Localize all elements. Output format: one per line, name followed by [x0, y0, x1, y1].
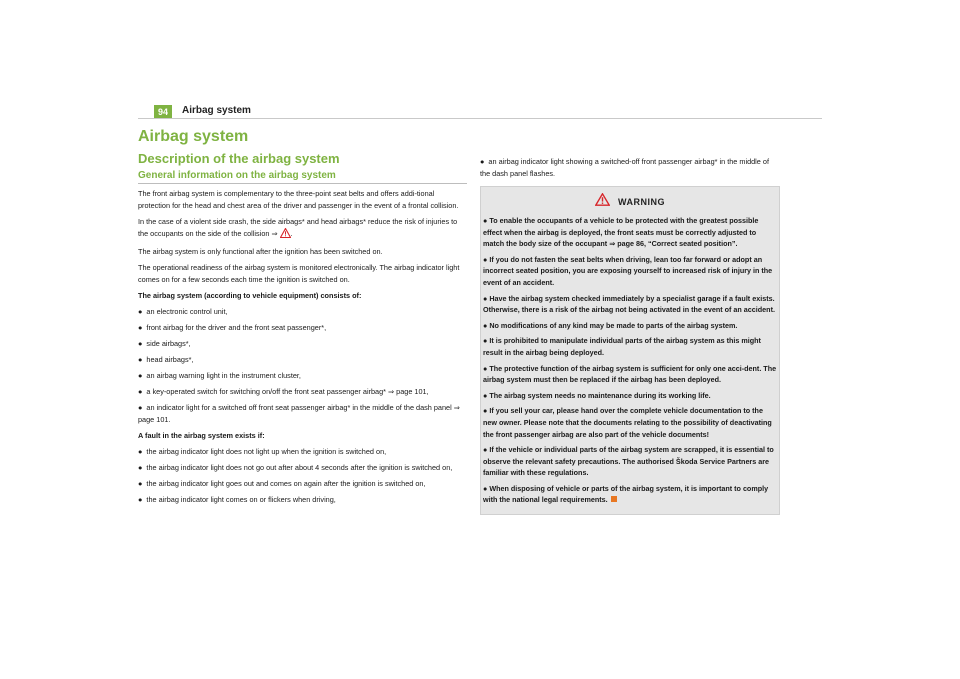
warning-item: [483, 254, 777, 289]
chapter-subtitle: Description of the airbag system: [138, 151, 340, 166]
bullet-icon: ●: [138, 371, 143, 380]
bullet-icon: ●: [138, 339, 143, 348]
list-item: [138, 446, 467, 458]
bullet-icon: ●: [138, 307, 143, 316]
list-item-text: the airbag indicator light goes out and comes on again after the ignition is switched on,: [146, 479, 426, 488]
warning-item-text: No modifications of any kind may be made to parts of the airbag system.: [489, 320, 738, 330]
warning-item: [483, 215, 777, 250]
list-item: [138, 494, 467, 506]
warning-item-text: If you do not fasten the seat belts when driving, lean too far forward or adopt an incorrect seated position, you are exposing yourself to increased risk of injury in the event of an accident.: [483, 254, 773, 287]
warning-item-text: It is prohibited to manipulate individual parts of the airbag system as this might result in the airbag being deployed.: [483, 336, 761, 357]
section-heading: General information on the airbag system: [138, 170, 467, 184]
bullet-icon: ●: [483, 390, 488, 400]
page-number: 94: [154, 105, 172, 119]
warning-item: [483, 320, 777, 332]
list-item-text: the airbag indicator light does not go out after about 4 seconds after the ignition is switched on,: [146, 463, 453, 472]
end-of-section-icon: [611, 496, 617, 502]
bullet-icon: ●: [483, 254, 488, 264]
warning-item: [483, 335, 777, 358]
bullet-icon: ●: [483, 293, 488, 303]
components-heading: The airbag system (according to vehicle equipment) consists of:: [138, 291, 362, 300]
list-item: [138, 478, 467, 490]
warning-title: WARNING: [618, 197, 665, 207]
warning-item: [483, 390, 777, 402]
bullet-icon: ●: [138, 323, 143, 332]
warning-box: [480, 186, 780, 515]
list-item: [138, 322, 467, 334]
list-item: [138, 306, 467, 318]
warning-item: [483, 363, 777, 386]
list-item-text: the airbag indicator light does not light up when the ignition is switched on,: [146, 447, 387, 456]
warning-item: [483, 405, 777, 440]
page-title: Airbag system: [138, 128, 249, 145]
bullet-icon: ●: [138, 447, 143, 456]
bullet-icon: ●: [483, 483, 488, 493]
warning-header: [483, 193, 777, 211]
warning-item-text: The protective function of the airbag system is sufficient for only one acci-dent. The airbag system must then be replaced if the airbag has been deployed.: [483, 363, 777, 385]
warning-triangle-icon: [595, 193, 610, 211]
fault-heading: A fault in the airbag system exists if:: [138, 431, 265, 440]
list-item-text: an indicator light for a switched off front seat passenger airbag* in the middle of the dash panel ⇒ page 101.: [138, 403, 460, 424]
bullet-icon: ●: [138, 403, 143, 412]
warning-item-text: The airbag system needs no maintenance during its working life.: [489, 390, 711, 400]
warning-item-text: When disposing of vehicle or parts of the airbag system, it is important to comply with the national legal requirements.: [483, 483, 769, 505]
list-item-text: head airbags*,: [146, 355, 194, 364]
list-item: [138, 386, 467, 398]
paragraph-intro: The front airbag system is complementary to the three-point seat belts and offers addi-tional protection for the head and chest area of the driver and passenger in the event of a frontal collision.: [138, 189, 459, 210]
header-rule: [138, 118, 822, 119]
running-title: Airbag system: [182, 105, 251, 116]
list-item: [138, 370, 467, 382]
warning-item-text: Have the airbag system checked immediately by a specialist garage if a fault exists. Otherwise, there is a risk of the airbag not being activated in the event of an accident.: [483, 293, 775, 315]
warning-triangle-icon[interactable]: [280, 228, 291, 242]
warning-item: [483, 293, 777, 316]
bullet-icon: ●: [480, 157, 485, 166]
warning-item-text: If the vehicle or individual parts of the airbag system are scrapped, it is essential to observe the relevant safety precautions. The authorised Škoda Service Partners are familiar with these regulations.: [483, 445, 774, 478]
paragraph-side-crash: [138, 216, 467, 242]
right-column: [480, 156, 780, 515]
paragraph-side-crash-text: In the case of a violent side crash, the side airbags* and head airbags* reduce the risk of injuries to the occupants on the side of the collision ⇒: [138, 217, 458, 238]
list-item: [480, 156, 780, 180]
bullet-icon: ●: [483, 320, 488, 330]
list-item-text: side airbags*,: [146, 339, 191, 348]
bullet-icon: ●: [483, 363, 488, 373]
bullet-icon: ●: [483, 336, 488, 346]
list-item: [138, 354, 467, 366]
bullet-icon: ●: [483, 445, 488, 455]
list-item: [138, 338, 467, 350]
bullet-icon: ●: [138, 387, 143, 396]
list-item: [138, 462, 467, 474]
list-item-text: an airbag indicator light showing a switched-off front passenger airbag* in the middle of the dash panel flashes.: [480, 157, 769, 178]
list-item-text: an airbag warning light in the instrument cluster,: [146, 371, 301, 380]
left-column: [138, 128, 467, 510]
bullet-icon: ●: [138, 463, 143, 472]
paragraph-ignition: The airbag system is only functional after the ignition has been switched on.: [138, 247, 383, 256]
bullet-icon: ●: [483, 216, 488, 225]
warning-item-text: If you sell your car, please hand over the complete vehicle documentation to the new owner. Please note that the documents relating to the possibility of deactivating the front passenger airbag are also part of the vehicle documents!: [483, 406, 772, 439]
bullet-icon: ●: [483, 406, 488, 416]
list-item-text: a key-operated switch for switching on/off the front seat passenger airbag* ⇒ page 101,: [146, 387, 429, 396]
list-item-text: an electronic control unit,: [146, 307, 228, 316]
bullet-icon: ●: [138, 355, 143, 364]
paragraph-monitoring: The operational readiness of the airbag system is monitored electronically. The airbag indicator light comes on for a few seconds each time the ignition is switched on.: [138, 263, 460, 284]
bullet-icon: ●: [138, 479, 143, 488]
warning-item: [483, 483, 777, 506]
list-item: [138, 402, 467, 426]
bullet-icon: ●: [138, 495, 143, 504]
list-item-text: the airbag indicator light comes on or flickers when driving,: [146, 495, 336, 504]
paragraph-side-crash-end: .: [290, 229, 293, 238]
warning-item: [483, 444, 777, 479]
warning-item-text: To enable the occupants of a vehicle to be protected with the greatest possible effect when the airbag is deployed, the front seats must be correctly adjusted to match the body size of the occupant ⇒ page 86, “Correct seated position”.: [483, 216, 759, 249]
list-item-text: front airbag for the driver and the front seat passenger*,: [146, 323, 327, 332]
